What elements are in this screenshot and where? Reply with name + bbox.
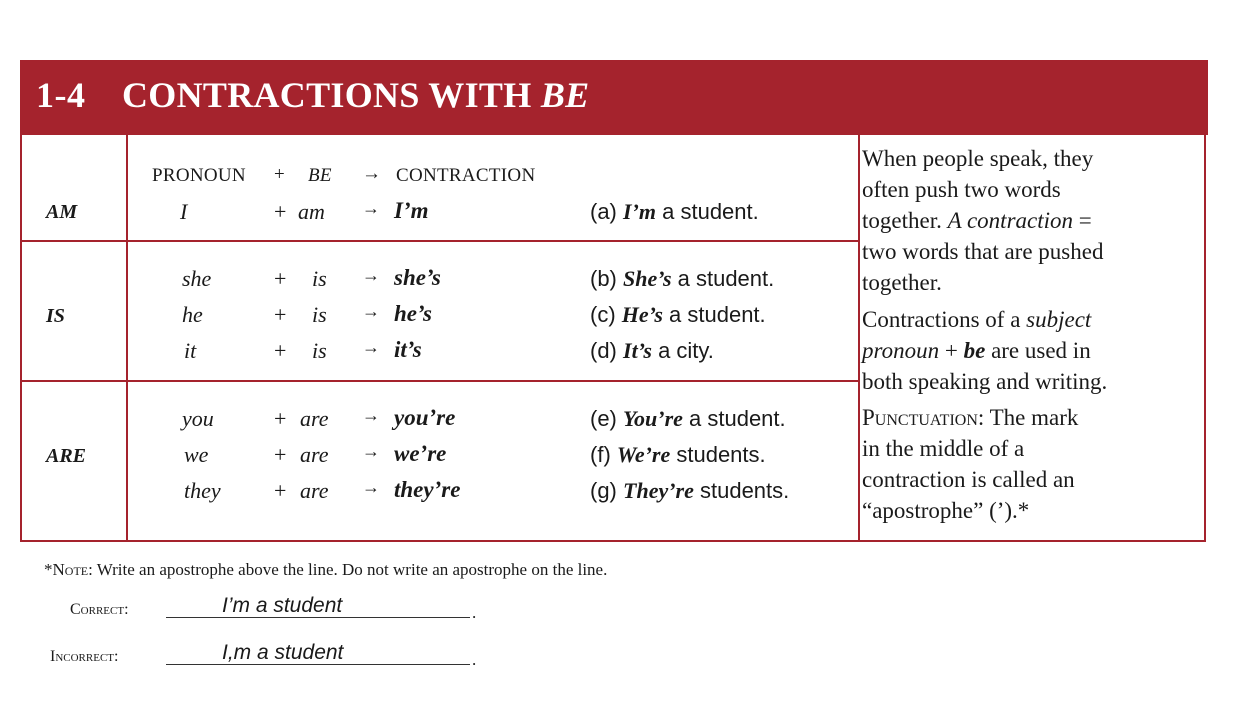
arrow-icon: → [362, 301, 380, 321]
column-divider-right [858, 135, 860, 540]
contraction-cell: they’re [394, 477, 461, 502]
example-d: (d) It’s a city. [590, 338, 714, 363]
example-g: (g) They’re students. [590, 478, 790, 503]
section-title: CONTRACTIONS WITH BE [122, 75, 590, 115]
pronoun-cell: he [182, 302, 203, 327]
explanation-line: together. A contraction = [862, 208, 1092, 233]
plus-sign: + [274, 406, 287, 431]
contraction-cell: it’s [394, 337, 422, 362]
row-divider-is [22, 380, 858, 382]
column-divider-left [126, 135, 128, 540]
arrow-icon: → [362, 198, 380, 218]
correct-example: I’m a student [222, 594, 343, 617]
row-label-are: ARE [46, 445, 87, 467]
section-number: 1-4 [36, 75, 86, 115]
correct-period: . [472, 603, 477, 622]
arrow-icon: → [362, 477, 380, 497]
explanation-line: Contractions of a subject [862, 307, 1092, 332]
verb-cell: is [312, 266, 327, 291]
pronoun-cell: they [184, 478, 221, 503]
plus-sign: + [274, 199, 287, 224]
verb-cell: is [312, 338, 327, 363]
arrow-icon: → [362, 405, 380, 425]
example-f: (f) We’re students. [590, 442, 766, 467]
explanation-line: both speaking and writing. [862, 369, 1108, 394]
pronoun-cell: we [184, 442, 209, 467]
explanation-line: together. [862, 270, 942, 295]
contraction-cell: I’m [394, 198, 429, 223]
arrow-icon: → [362, 337, 380, 357]
verb-cell: are [300, 442, 329, 467]
plus-sign: + [274, 442, 287, 467]
header-contraction: CONTRACTION [396, 165, 536, 186]
arrow-icon: → [362, 441, 380, 461]
incorrect-underline [166, 664, 470, 665]
contraction-cell: he’s [394, 301, 432, 326]
section-title-italic: BE [540, 75, 590, 115]
footnote: *Note: Write an apostrophe above the line. Do not write an apostrophe on the line. [44, 560, 608, 579]
plus-sign: + [274, 266, 287, 291]
explanation-line: When people speak, they [862, 146, 1094, 171]
example-c: (c) He’s a student. [590, 302, 766, 327]
verb-cell: are [300, 406, 329, 431]
pronoun-cell: she [182, 266, 212, 291]
explanation-line: often push two words [862, 177, 1061, 202]
row-label-am: AM [46, 201, 78, 223]
explanation-line: in the middle of a [862, 436, 1025, 461]
plus-sign: + [274, 478, 287, 503]
plus-sign: + [274, 338, 287, 363]
contraction-cell: we’re [394, 441, 447, 466]
correct-underline [166, 617, 470, 618]
incorrect-period: . [472, 650, 477, 669]
example-e: (e) You’re a student. [590, 406, 786, 431]
explanation-line: contraction is called an [862, 467, 1075, 492]
header-be: BE [308, 165, 332, 186]
pronoun-cell: it [184, 338, 197, 363]
contraction-cell: you’re [394, 405, 456, 430]
header-arrow: → [362, 163, 382, 184]
pronoun-cell: I [180, 199, 188, 224]
pronoun-cell: you [182, 406, 214, 431]
title-bar [20, 60, 1208, 135]
arrow-icon: → [362, 265, 380, 285]
explanation-line: Punctuation: The mark [862, 405, 1079, 430]
row-divider-am [22, 240, 858, 242]
verb-cell: am [298, 199, 325, 224]
explanation-line: “apostrophe” (’).* [862, 498, 1030, 523]
incorrect-example: I,m a student [222, 641, 344, 664]
verb-cell: is [312, 302, 327, 327]
example-a: (a) I’m a student. [590, 199, 759, 224]
header-pronoun: PRONOUN [152, 165, 246, 186]
plus-sign: + [274, 302, 287, 327]
verb-cell: are [300, 478, 329, 503]
example-b: (b) She’s a student. [590, 266, 775, 291]
correct-label: Correct: [70, 601, 129, 618]
incorrect-label: Incorrect: [50, 648, 119, 665]
header-plus: + [274, 164, 286, 185]
explanation-line: pronoun + be are used in [862, 338, 1091, 363]
row-label-is: IS [46, 305, 65, 327]
explanation-line: two words that are pushed [862, 239, 1104, 264]
contraction-cell: she’s [394, 265, 441, 290]
